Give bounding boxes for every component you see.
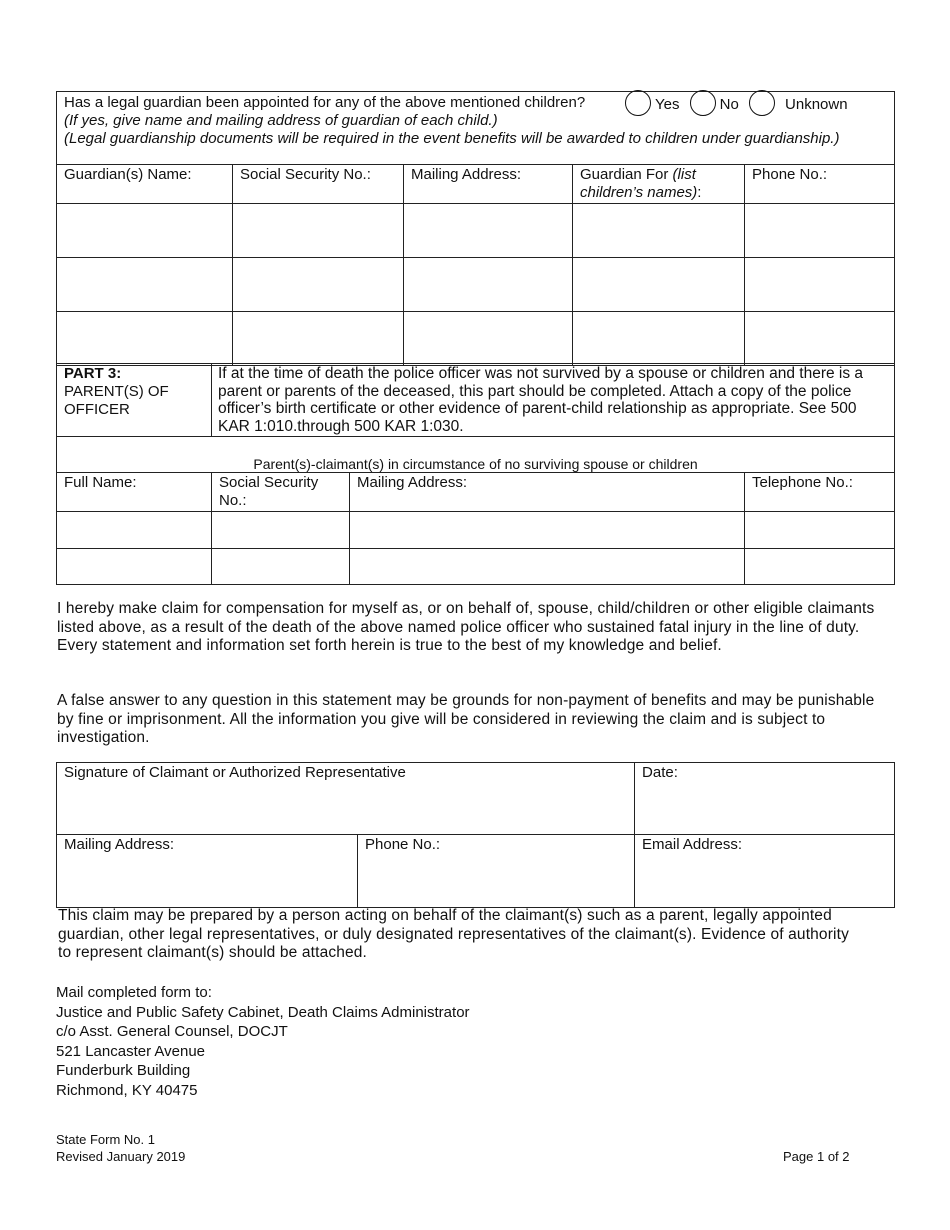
date-field[interactable]: Date: (635, 763, 895, 835)
header-guardian-phone: Phone No.: (745, 165, 895, 204)
mail-line: Richmond, KY 40475 (56, 1081, 198, 1099)
part3-table (56, 363, 895, 585)
guardian-row (57, 312, 895, 366)
mail-line: Justice and Public Safety Cabinet, Death Claims Administrator (56, 1003, 470, 1021)
parent-phone-cell[interactable] (745, 512, 895, 549)
parent-row (57, 512, 895, 549)
guardian-question-cell (57, 92, 895, 165)
guardian-address-cell[interactable] (404, 258, 573, 312)
guardian-address-cell[interactable] (404, 312, 573, 366)
header-parent-address: Mailing Address: (350, 473, 745, 512)
revised-date: Revised January 2019 (56, 1149, 186, 1164)
guardian-option-unknown[interactable]: Unknown (749, 94, 848, 116)
mailing-address-field[interactable]: Mailing Address: (57, 835, 358, 908)
header-guardian-name: Guardian(s) Name: (57, 165, 233, 204)
header-guardian-ssn: Social Security No.: (233, 165, 404, 204)
guardian-radio-group (619, 94, 848, 116)
part3-label: PART 3: PARENT(S) OF OFFICER (57, 364, 212, 437)
guardian-ssn-cell[interactable] (233, 204, 404, 258)
parent-phone-cell[interactable] (745, 549, 895, 585)
email-field[interactable]: Email Address: (635, 835, 895, 908)
guardian-ssn-cell[interactable] (233, 312, 404, 366)
guardian-note-1: (If yes, give name and mailing address of guardian of each child.) (64, 112, 498, 129)
radio-yes[interactable] (625, 90, 651, 116)
footer-form-info (56, 1131, 185, 1165)
guardian-phone-cell[interactable] (745, 204, 895, 258)
guardian-address-cell[interactable] (404, 204, 573, 258)
header-parent-phone: Telephone No.: (745, 473, 895, 512)
header-guardian-address: Mailing Address: (404, 165, 573, 204)
signature-field[interactable]: Signature of Claimant or Authorized Representative (57, 763, 635, 835)
mail-line: 521 Lancaster Avenue (56, 1042, 206, 1060)
parent-ssn-cell[interactable] (212, 512, 350, 549)
guardian-name-cell[interactable] (57, 258, 233, 312)
guardian-for-cell[interactable] (573, 258, 745, 312)
part3-description: If at the time of death the police officer was not survived by a spouse or children and there is a parent or parents of the deceased, this part should be completed. Attach a copy of the police officer’s birth certificate or other evidence of parent-child relationship as appropriate. See 500 KAR 1:010.through 500 KAR 1:030. (212, 364, 895, 437)
guardian-row (57, 258, 895, 312)
guardian-row (57, 204, 895, 258)
guardian-question: Has a legal guardian been appointed for any of the above mentioned children? (64, 94, 586, 111)
parent-name-cell[interactable] (57, 512, 212, 549)
part3-subtitle-cell (57, 437, 895, 473)
guardian-phone-cell[interactable] (745, 312, 895, 366)
guardian-for-cell[interactable] (573, 312, 745, 366)
header-parent-name: Full Name: (57, 473, 212, 512)
phone-field[interactable]: Phone No.: (358, 835, 635, 908)
guardian-table (56, 91, 895, 366)
parent-address-cell[interactable] (350, 512, 745, 549)
header-parent-ssn: Social Security No.: (212, 473, 350, 512)
parent-address-cell[interactable] (350, 549, 745, 585)
guardian-note-2: (Legal guardianship documents will be required in the event benefits will be awarded to children under guardianship.) (64, 130, 840, 147)
mail-line: Funderburk Building (56, 1062, 191, 1079)
radio-unknown[interactable] (749, 90, 775, 116)
mail-heading: Mail completed form to: (56, 984, 212, 1001)
mail-line: c/o Asst. General Counsel, DOCJT (56, 1023, 288, 1040)
guardian-name-cell[interactable] (57, 312, 233, 366)
signature-table (56, 762, 895, 908)
guardian-ssn-cell[interactable] (233, 258, 404, 312)
mail-to-block (56, 983, 656, 1100)
form-number: State Form No. 1 (56, 1132, 155, 1147)
declaration-paragraph-1: I hereby make claim for compensation for myself as, or on behalf of, spouse, child/children or other eligible claimants listed above, as a result of the death of the above named police officer who sustained fatal injury in the line of duty. Every statement and information set forth herein is true to the best of my knowledge and belief. (57, 600, 875, 655)
authority-note: This claim may be prepared by a person acting on behalf of the claimant(s) such as a parent, legally appointed guardian, other legal representatives, or duly designated representatives of the claimant(s). Evidence of authority to represent claimant(s) should be attached. (58, 907, 849, 962)
guardian-option-yes[interactable]: Yes (625, 94, 679, 116)
radio-no[interactable] (690, 90, 716, 116)
guardian-name-cell[interactable] (57, 204, 233, 258)
part3-subtitle: Parent(s)-claimant(s) in circumstance of no surviving spouse or children (253, 456, 698, 473)
guardian-for-cell[interactable] (573, 204, 745, 258)
page-number: Page 1 of 2 (783, 1149, 850, 1164)
declaration-paragraph-2: A false answer to any question in this statement may be grounds for non-payment of benefits and may be punishable by fine or imprisonment. All the information you give will be considered in reviewing the claim and is subject to investigation. (57, 692, 875, 747)
header-guardian-for: Guardian For (list children’s names): (573, 165, 745, 204)
guardian-phone-cell[interactable] (745, 258, 895, 312)
parent-row (57, 549, 895, 585)
guardian-option-no[interactable]: No (690, 94, 739, 116)
parent-ssn-cell[interactable] (212, 549, 350, 585)
parent-name-cell[interactable] (57, 549, 212, 585)
